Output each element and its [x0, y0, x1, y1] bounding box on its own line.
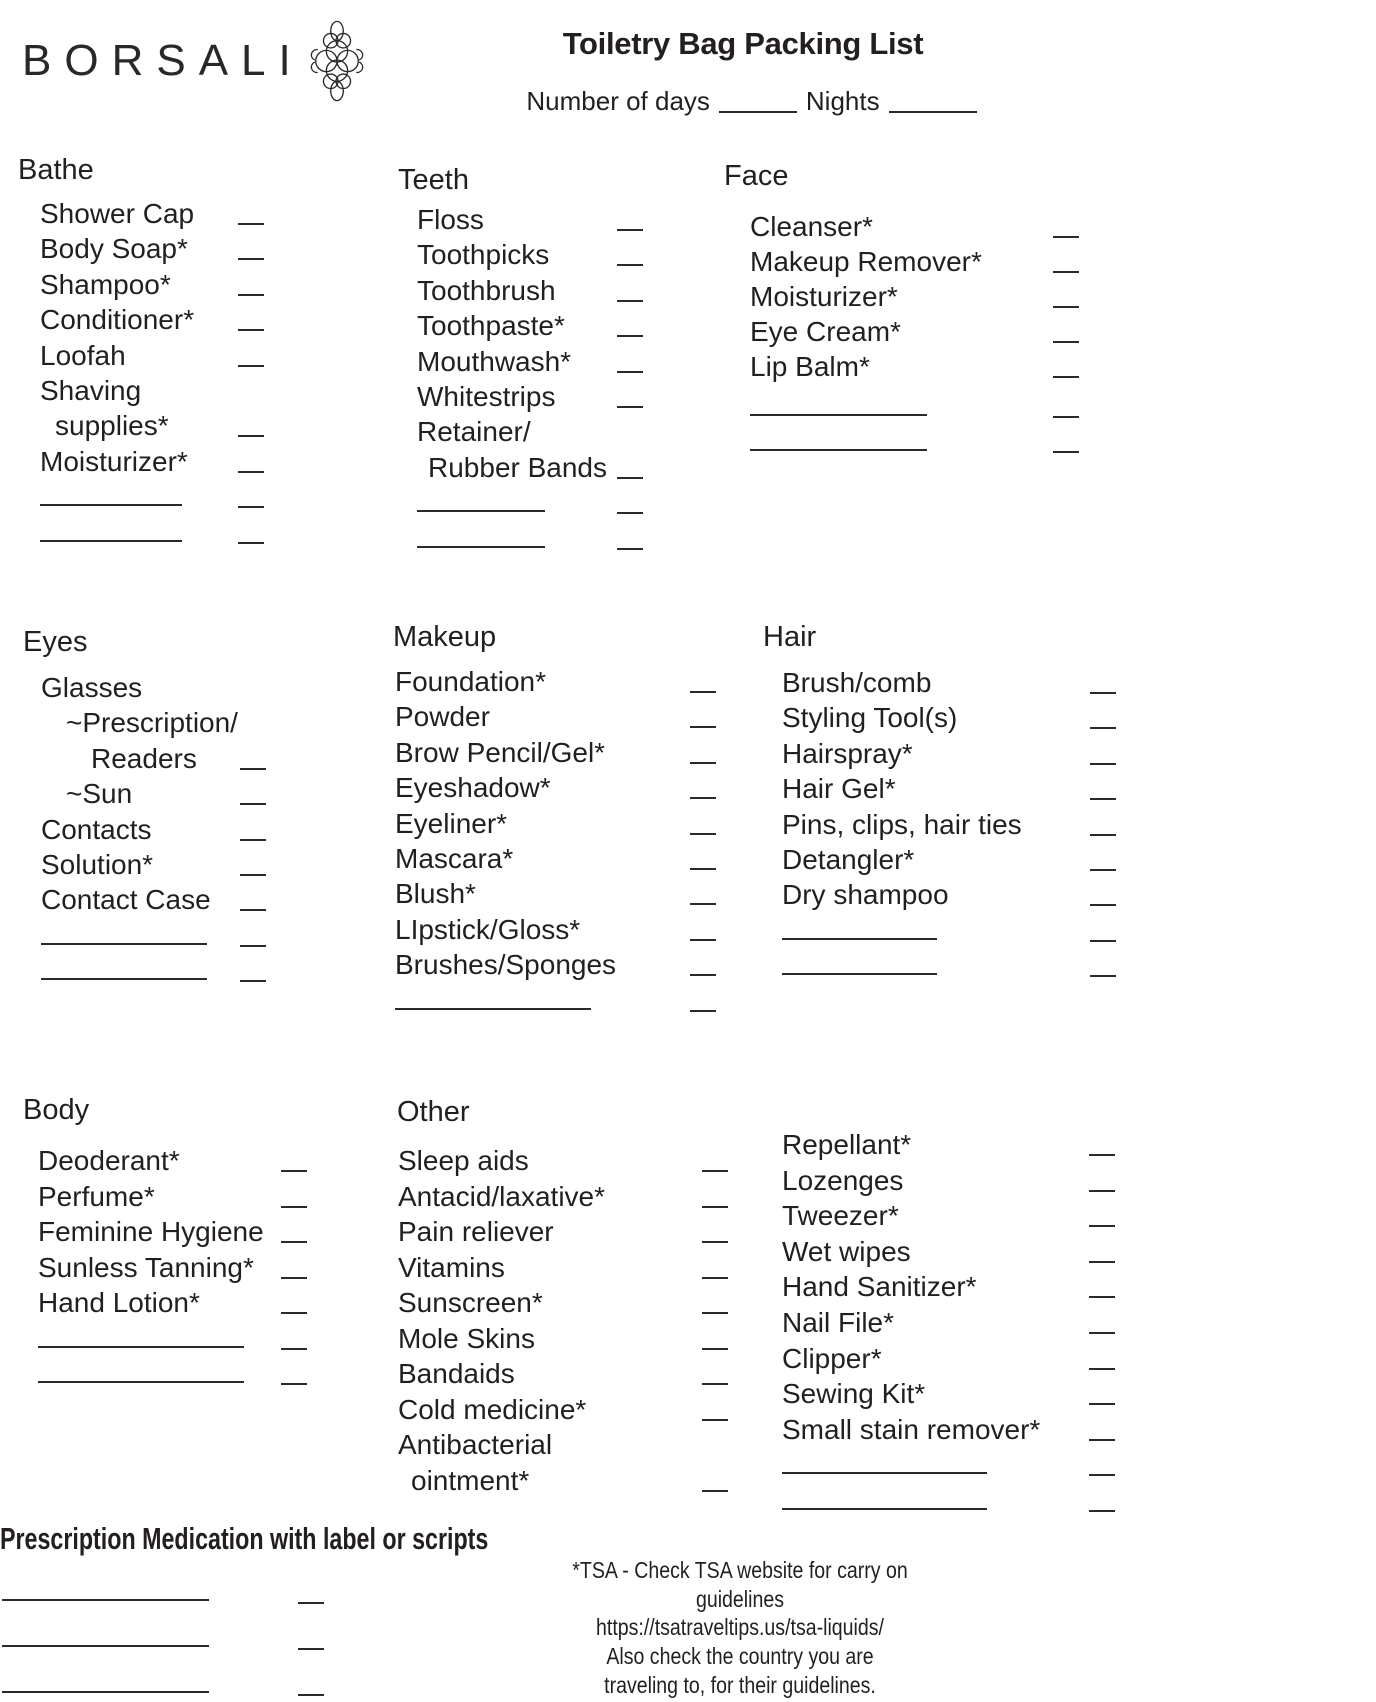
item-label: Body Soap* [40, 233, 188, 265]
write-in-line[interactable] [750, 390, 927, 416]
check-line[interactable] [617, 453, 643, 479]
write-in-row [750, 424, 1110, 459]
check-line[interactable] [617, 488, 643, 514]
checklist-item [782, 736, 1142, 771]
checklist-item [395, 806, 755, 841]
section-title-makeup: Makeup [393, 621, 497, 653]
check-line[interactable] [1089, 1450, 1115, 1476]
check-line[interactable] [1090, 739, 1116, 765]
write-in-line[interactable] [750, 425, 927, 451]
item-label: Floss [417, 204, 484, 235]
checklist-item [41, 670, 401, 705]
check-line[interactable] [238, 447, 264, 473]
write-in-line[interactable] [2, 1575, 209, 1601]
write-in-row [40, 515, 400, 550]
checklist-item [38, 1285, 398, 1321]
days-label: Number of days [526, 86, 710, 116]
checklist-item [750, 209, 1110, 244]
check-line[interactable] [240, 850, 266, 876]
item-label: Repellant* [782, 1129, 912, 1160]
section-title-hair: Hair [763, 621, 817, 653]
check-line[interactable] [690, 844, 716, 870]
checklist-item [395, 664, 755, 699]
check-line[interactable] [690, 667, 716, 693]
checklist-item [40, 302, 400, 337]
item-label: Brush/comb [782, 667, 932, 698]
checklist-item [395, 912, 755, 947]
tsa-note-line: Also check the country you are [606, 1643, 874, 1670]
write-in-row [417, 521, 777, 556]
section-title-face: Face [724, 160, 789, 192]
item-label: ointment* [411, 1464, 530, 1496]
check-line[interactable] [240, 779, 266, 805]
write-in-line[interactable] [782, 914, 937, 940]
item-label: Foundation* [395, 666, 547, 697]
checklist-item [395, 876, 755, 911]
checklist-item [398, 1463, 758, 1499]
item-label: Lozenges [782, 1164, 904, 1196]
check-line[interactable] [240, 815, 266, 841]
nights-label: Nights [805, 86, 880, 116]
check-line[interactable] [1053, 247, 1079, 273]
write-in-row [782, 948, 1142, 983]
checklist-item [41, 882, 401, 917]
item-label: Whitestrips [417, 380, 556, 412]
item-label: Antacid/laxative* [398, 1180, 606, 1212]
check-line[interactable] [1053, 427, 1079, 453]
checklist-item [417, 450, 777, 485]
checklist-item [398, 1214, 758, 1250]
write-in-line[interactable] [2, 1621, 209, 1647]
item-label: Feminine Hygiene [38, 1216, 264, 1247]
item-label: Dry shampoo [782, 879, 949, 911]
check-line[interactable] [1090, 810, 1116, 836]
item-label: supplies* [55, 410, 169, 442]
item-label: ~Sun [66, 778, 133, 810]
checklist-item [782, 700, 1142, 735]
check-line[interactable] [238, 199, 264, 225]
tsa-note [528, 1556, 953, 1700]
checklist-item [750, 279, 1110, 314]
write-in-row [395, 983, 755, 1018]
tsa-note-line: https://tsatraveltips.us/tsa-liquids/ [596, 1614, 884, 1641]
item-label: Pins, clips, hair ties [782, 808, 1022, 840]
checklist-item [41, 847, 401, 882]
item-label: Eye Cream* [750, 316, 901, 347]
checklist-item [398, 1321, 758, 1357]
write-in-row [782, 1483, 1142, 1519]
checklist-item [395, 770, 755, 805]
check-line[interactable] [298, 1670, 324, 1696]
write-in-line[interactable] [417, 522, 545, 548]
write-in-row [782, 1447, 1142, 1483]
page-title: Toiletry Bag Packing List [562, 26, 924, 61]
section-makeup [393, 620, 617, 981]
checklist-item [782, 1376, 1142, 1412]
check-line[interactable] [240, 921, 266, 947]
section-bathe [18, 153, 195, 477]
section-other [397, 1095, 606, 1496]
check-line[interactable] [281, 1359, 307, 1385]
write-in-line[interactable] [782, 1484, 987, 1510]
checklist-item [417, 273, 777, 308]
section-title-eyes: Eyes [23, 626, 88, 658]
checklist-item [41, 705, 401, 740]
item-label: Powder [395, 701, 490, 733]
check-line[interactable] [281, 1217, 307, 1243]
prescription-medication-title: Prescription Medication with label or scripts [0, 1521, 489, 1556]
days-nights-line [456, 84, 1056, 117]
check-line[interactable] [1089, 1166, 1115, 1192]
checklist-item [417, 344, 777, 379]
write-in-line[interactable] [417, 486, 545, 512]
floral-flourish-icon [308, 20, 366, 107]
item-label: Nail File* [782, 1306, 895, 1338]
tsa-note-line: *TSA - Check TSA website for carry on guidelines [572, 1557, 908, 1612]
check-line[interactable] [238, 341, 264, 367]
checklist-item [417, 379, 777, 414]
item-label: Small stain remover* [782, 1413, 1041, 1445]
checklist-item [41, 812, 401, 847]
check-line[interactable] [690, 773, 716, 799]
checklist-item [395, 699, 755, 734]
item-label: Moisturizer* [40, 445, 188, 477]
checklist-item [398, 1250, 758, 1286]
item-label: Contacts [41, 813, 152, 845]
write-in-row [2, 1615, 362, 1661]
checklist-item [40, 231, 400, 266]
item-label: Sleep aids [398, 1145, 529, 1176]
section-face [724, 159, 982, 382]
write-in-row [38, 1356, 398, 1392]
check-line[interactable] [238, 518, 264, 544]
write-in-line[interactable] [782, 1448, 987, 1474]
check-line[interactable] [1089, 1272, 1115, 1298]
item-label: Clipper* [782, 1342, 882, 1374]
checklist-item [750, 314, 1110, 349]
check-line[interactable] [1053, 392, 1079, 418]
checklist-item [782, 1412, 1142, 1448]
checklist-item [395, 735, 755, 770]
item-label: Deoderant* [38, 1145, 180, 1176]
item-label: Contact Case [41, 884, 211, 916]
check-line[interactable] [298, 1624, 324, 1650]
item-label: Loofah [40, 339, 126, 371]
item-label: Glasses [41, 672, 143, 703]
checklist-item [750, 349, 1110, 384]
checklist-item [782, 842, 1142, 877]
item-label: Shampoo* [40, 268, 171, 300]
check-line[interactable] [690, 702, 716, 728]
check-line[interactable] [281, 1253, 307, 1279]
write-in-line[interactable] [41, 954, 207, 980]
item-label: Toothpaste* [417, 310, 565, 342]
item-label: Cleanser* [750, 211, 873, 242]
write-in-row [417, 485, 777, 520]
check-line[interactable] [1089, 1344, 1115, 1370]
check-line[interactable] [1089, 1486, 1115, 1512]
brand-logo: BORSALI [22, 36, 304, 85]
check-line[interactable] [281, 1288, 307, 1314]
check-line[interactable] [240, 885, 266, 911]
check-line[interactable] [690, 879, 716, 905]
item-label: Vitamins [398, 1251, 505, 1283]
check-line[interactable] [1053, 212, 1079, 238]
check-line[interactable] [690, 738, 716, 764]
tsa-note-line: traveling to, for their guidelines. [604, 1671, 876, 1698]
checklist-item [38, 1250, 398, 1286]
item-label: Cold medicine* [398, 1393, 587, 1425]
check-line[interactable] [702, 1395, 728, 1421]
checklist-item [38, 1179, 398, 1215]
checklist-item [782, 1198, 1142, 1234]
checklist-item [41, 776, 401, 811]
checklist-item [40, 267, 400, 302]
checklist-item [398, 1392, 758, 1428]
item-label: Sunless Tanning* [38, 1251, 254, 1283]
section-title-body: Body [23, 1094, 90, 1126]
check-line[interactable] [298, 1578, 324, 1604]
check-line[interactable] [281, 1146, 307, 1172]
check-line[interactable] [1090, 916, 1116, 942]
write-in-row [38, 1321, 398, 1357]
check-line[interactable] [617, 240, 643, 266]
checklist-item [398, 1427, 758, 1463]
checklist-item [782, 771, 1142, 806]
check-line[interactable] [617, 205, 643, 231]
check-line[interactable] [240, 744, 266, 770]
checklist-item [40, 196, 400, 231]
check-line[interactable] [238, 270, 264, 296]
check-line[interactable] [1090, 880, 1116, 906]
section-body [23, 1093, 264, 1318]
checklist-item [398, 1356, 758, 1392]
item-label: Rubber Bands [428, 451, 608, 483]
check-line[interactable] [617, 347, 643, 373]
check-line[interactable] [702, 1466, 728, 1492]
checklist-item [398, 1143, 758, 1179]
check-line[interactable] [617, 382, 643, 408]
write-in-line[interactable] [2, 1667, 209, 1693]
check-line[interactable] [1090, 845, 1116, 871]
item-label: Eyeliner* [395, 807, 508, 839]
checklist-item [395, 947, 755, 982]
check-line[interactable] [617, 311, 643, 337]
check-line[interactable] [240, 956, 266, 982]
check-line[interactable] [702, 1324, 728, 1350]
item-label: Retainer/ [417, 416, 531, 448]
item-label: Mole Skins [398, 1322, 535, 1354]
section-title-other: Other [397, 1096, 470, 1128]
item-label: Toothbrush [417, 274, 556, 306]
checklist-item [398, 1285, 758, 1321]
item-label: Styling Tool(s) [782, 702, 958, 734]
check-line[interactable] [617, 524, 643, 550]
write-in-row [2, 1661, 362, 1702]
item-label: Brushes/Sponges [395, 949, 617, 981]
checklist-item [40, 408, 400, 443]
item-label: Sunscreen* [398, 1287, 543, 1318]
item-label: Lip Balm* [750, 351, 870, 382]
item-label: Mascara* [395, 842, 514, 874]
write-in-line[interactable] [38, 1357, 244, 1383]
item-label: LIpstick/Gloss* [395, 913, 581, 945]
item-label: Moisturizer* [750, 281, 898, 312]
check-line[interactable] [690, 986, 716, 1012]
check-line[interactable] [702, 1359, 728, 1385]
check-line[interactable] [702, 1253, 728, 1279]
checklist-item [782, 1269, 1142, 1305]
item-label: Hair Gel* [782, 773, 896, 805]
check-line[interactable] [1089, 1237, 1115, 1263]
section-eyes [23, 625, 238, 916]
checklist-item [40, 373, 400, 408]
check-line[interactable] [281, 1182, 307, 1208]
checklist-item [782, 1234, 1142, 1270]
check-line[interactable] [1053, 352, 1079, 378]
check-line[interactable] [1090, 951, 1116, 977]
item-label: Hand Sanitizer* [782, 1271, 977, 1303]
write-in-line[interactable] [40, 480, 182, 506]
checklist-item [40, 338, 400, 373]
check-line[interactable] [1089, 1308, 1115, 1334]
item-label: Shaving [40, 374, 142, 406]
checklist-item [38, 1214, 398, 1250]
section-hair [763, 620, 1022, 911]
write-in-row [40, 479, 400, 514]
checklist-item [782, 877, 1142, 912]
item-label: Pain reliever [398, 1216, 554, 1247]
check-line[interactable] [702, 1288, 728, 1314]
write-in-row [41, 918, 401, 953]
item-label: Sewing Kit* [782, 1378, 926, 1410]
item-label: Antibacterial [398, 1429, 553, 1460]
item-label: Hand Lotion* [38, 1287, 200, 1318]
checklist-item [417, 414, 777, 449]
item-label: Readers [91, 742, 197, 774]
checklist-item [398, 1179, 758, 1215]
checklist-item [750, 244, 1110, 279]
checklist-item [40, 444, 400, 479]
check-line[interactable] [1090, 668, 1116, 694]
write-in-row [41, 953, 401, 988]
checklist-item [782, 665, 1142, 700]
write-in-line[interactable] [395, 984, 591, 1010]
item-label: Wet wipes [782, 1235, 911, 1267]
section-teeth [398, 163, 608, 483]
check-line[interactable] [1089, 1201, 1115, 1227]
item-label: Mouthwash* [417, 345, 572, 377]
item-label: Brow Pencil/Gel* [395, 736, 606, 768]
check-line[interactable] [1090, 774, 1116, 800]
check-line[interactable] [1053, 317, 1079, 343]
checklist-item [417, 202, 777, 237]
checklist-item [782, 1127, 1142, 1163]
item-label: Eyeshadow* [395, 772, 551, 804]
write-in-line[interactable] [41, 919, 207, 945]
item-label: Toothpicks [417, 239, 550, 271]
write-in-row [2, 1569, 362, 1615]
write-in-line[interactable] [38, 1322, 244, 1348]
checklist-item [395, 841, 755, 876]
item-label: Hairspray* [782, 737, 913, 769]
item-label: Makeup Remover* [750, 246, 982, 277]
item-label: Perfume* [38, 1180, 155, 1212]
check-line[interactable] [1089, 1130, 1115, 1156]
item-label: Bandaids [398, 1358, 515, 1389]
checklist-item [782, 1305, 1142, 1341]
check-line[interactable] [238, 411, 264, 437]
check-line[interactable] [1089, 1415, 1115, 1441]
checklist-item [782, 807, 1142, 842]
write-in-line[interactable] [40, 516, 182, 542]
checklist-item [782, 1163, 1142, 1199]
checklist-item [417, 237, 777, 272]
checklist-item [38, 1143, 398, 1179]
nights-input-line[interactable] [889, 87, 977, 113]
check-line[interactable] [281, 1324, 307, 1350]
checklist-item [417, 308, 777, 343]
check-line[interactable] [1053, 282, 1079, 308]
check-line[interactable] [690, 950, 716, 976]
item-label: ~Prescription/ [66, 707, 238, 739]
check-line[interactable] [690, 809, 716, 835]
write-in-row [750, 389, 1110, 424]
check-line[interactable] [1089, 1379, 1115, 1405]
check-line[interactable] [238, 305, 264, 331]
checklist-item [782, 1341, 1142, 1377]
write-in-line[interactable] [782, 949, 937, 975]
item-label: Tweezer* [782, 1200, 899, 1232]
check-line[interactable] [1090, 703, 1116, 729]
write-in-row [782, 913, 1142, 948]
check-line[interactable] [238, 234, 264, 260]
item-label: Detangler* [782, 843, 915, 875]
section-title-bathe: Bathe [18, 154, 94, 186]
checklist-item [41, 741, 401, 776]
check-line[interactable] [702, 1182, 728, 1208]
check-line[interactable] [238, 482, 264, 508]
check-line[interactable] [702, 1146, 728, 1172]
section-title-teeth: Teeth [398, 164, 469, 196]
check-line[interactable] [617, 276, 643, 302]
item-label: Shower Cap [40, 198, 195, 229]
item-label: Solution* [41, 848, 154, 880]
check-line[interactable] [702, 1217, 728, 1243]
check-line[interactable] [690, 915, 716, 941]
days-input-line[interactable] [719, 87, 797, 113]
item-label: Conditioner* [40, 304, 195, 336]
item-label: Blush* [395, 878, 476, 910]
